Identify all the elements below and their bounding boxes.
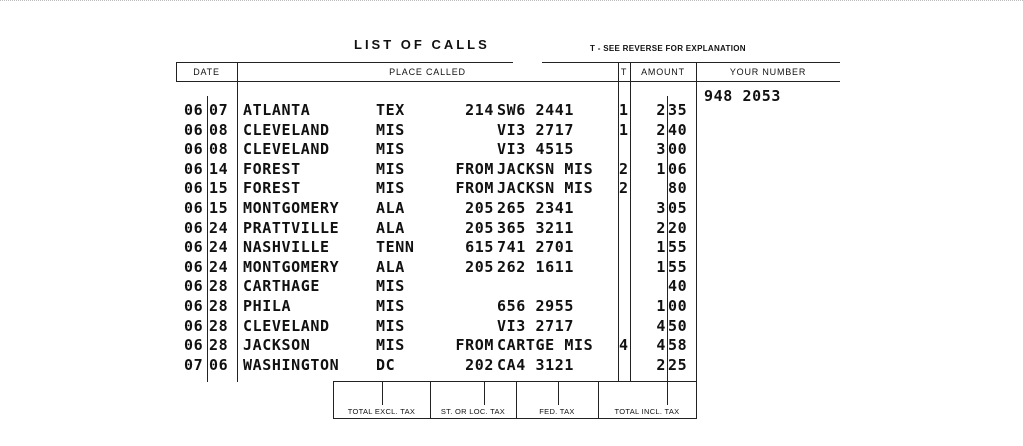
call-state: DC <box>376 355 396 374</box>
call-state: MIS <box>376 120 405 139</box>
call-mm: 06 <box>184 140 204 159</box>
page-title: LIST OF CALLS <box>354 37 490 52</box>
call-cents: 55 <box>668 257 688 276</box>
call-number: 262 1611 <box>497 257 575 276</box>
call-t: 1 <box>619 120 629 139</box>
call-area: 615 <box>465 238 494 257</box>
call-dd: 08 <box>209 120 229 139</box>
call-dd: 28 <box>209 316 229 335</box>
call-mm: 06 <box>184 101 204 119</box>
perforation-line <box>0 0 1023 1</box>
call-mm: 06 <box>184 257 204 276</box>
call-state: MIS <box>376 179 405 198</box>
footer-fed-tax: FED. TAX <box>539 407 575 416</box>
rule-footer-right <box>696 381 697 419</box>
rule-amount-yournumber <box>696 62 697 382</box>
call-city: MONTGOMERY <box>243 199 340 217</box>
call-dollars: 2 <box>656 101 666 119</box>
call-city: CLEVELAND <box>243 120 330 139</box>
call-state: MIS <box>376 297 405 315</box>
call-number: VI3 2717 <box>497 120 575 139</box>
call-dd: 28 <box>209 277 229 296</box>
header-your-number: YOUR NUMBER <box>729 67 807 77</box>
call-dollars: 1 <box>656 238 666 257</box>
call-state: ALA <box>376 218 405 237</box>
call-area: 205 <box>465 218 494 237</box>
call-cents: 40 <box>668 277 688 296</box>
rule-top-right <box>542 62 840 63</box>
call-dd: 28 <box>209 297 229 315</box>
call-cents: 25 <box>668 355 688 374</box>
call-mm: 06 <box>184 316 204 335</box>
footer-total-excl-tax: TOTAL EXCL. TAX <box>347 407 416 416</box>
call-mm: 06 <box>184 238 204 257</box>
call-state: MIS <box>376 277 405 296</box>
call-state: ALA <box>376 199 405 217</box>
call-number: 656 2955 <box>497 297 575 315</box>
call-state: TENN <box>376 238 415 257</box>
call-mm: 06 <box>184 120 204 139</box>
rule-footer-tick-2 <box>484 381 485 405</box>
call-mm: 06 <box>184 336 204 355</box>
call-city: CARTHAGE <box>243 277 321 296</box>
call-city: CLEVELAND <box>243 140 330 159</box>
call-cents: 58 <box>668 336 688 355</box>
call-t: 4 <box>619 336 629 355</box>
call-dd: 24 <box>209 257 229 276</box>
call-cents: 35 <box>668 101 688 119</box>
call-number: 365 3211 <box>497 218 575 237</box>
call-city: PRATTVILLE <box>243 218 340 237</box>
header-date: DATE <box>193 67 220 77</box>
call-dollars: 1 <box>656 159 666 178</box>
call-number: VI3 4515 <box>497 140 575 159</box>
call-mm: 07 <box>184 355 204 374</box>
call-mm: 06 <box>184 199 204 217</box>
call-state: MIS <box>376 159 405 178</box>
call-t: 2 <box>619 159 629 178</box>
rule-rows-bottom <box>333 381 696 382</box>
call-city: JACKSON <box>243 336 311 355</box>
header-place-called: PLACE CALLED <box>389 67 466 77</box>
call-state: MIS <box>376 140 405 159</box>
call-city: MONTGOMERY <box>243 257 340 276</box>
call-state: MIS <box>376 316 405 335</box>
call-city: FOREST <box>243 179 301 198</box>
call-dd: 28 <box>209 336 229 355</box>
call-area: FROM <box>455 159 494 178</box>
rule-t-amount <box>630 62 631 382</box>
call-number: JACKSN MIS <box>497 159 594 178</box>
call-mm: 06 <box>184 297 204 315</box>
call-area: FROM <box>455 336 494 355</box>
call-number: CARTGE MIS <box>497 336 594 355</box>
call-dd: 24 <box>209 218 229 237</box>
call-dd: 15 <box>209 199 229 217</box>
call-dollars: 3 <box>656 140 666 159</box>
call-area: 202 <box>465 355 494 374</box>
call-state: ALA <box>376 257 405 276</box>
call-dollars: 2 <box>656 120 666 139</box>
call-dollars: 1 <box>656 257 666 276</box>
call-city: PHILA <box>243 297 292 315</box>
call-cents: 00 <box>668 140 688 159</box>
call-dd: 14 <box>209 159 229 178</box>
rule-top-left <box>176 62 513 63</box>
call-state: MIS <box>376 336 405 355</box>
call-area: 214 <box>465 101 494 119</box>
call-dd: 15 <box>209 179 229 198</box>
explanation-note: T - SEE REVERSE FOR EXPLANATION <box>590 44 746 53</box>
call-cents: 80 <box>668 179 688 198</box>
header-amount: AMOUNT <box>641 67 685 77</box>
call-area: 205 <box>465 199 494 217</box>
call-number: 265 2341 <box>497 199 575 217</box>
header-t: T <box>620 67 628 77</box>
rule-footer-tick-4 <box>667 381 668 405</box>
call-dollars: 3 <box>656 199 666 217</box>
call-cents: 50 <box>668 316 688 335</box>
call-dd: 08 <box>209 140 229 159</box>
footer-st-loc-tax: ST. OR LOC. TAX <box>440 407 506 416</box>
call-area: 205 <box>465 257 494 276</box>
rule-header-bottom <box>176 81 840 82</box>
call-dollars: 4 <box>656 316 666 335</box>
call-number: CA4 3121 <box>497 355 575 374</box>
call-mm: 06 <box>184 179 204 198</box>
call-city: CLEVELAND <box>243 316 330 335</box>
call-cents: 20 <box>668 218 688 237</box>
call-dd: 07 <box>209 101 229 119</box>
call-city: WASHINGTON <box>243 355 340 374</box>
call-cents: 40 <box>668 120 688 139</box>
call-cents: 06 <box>668 159 688 178</box>
call-number: SW6 2441 <box>497 101 575 119</box>
call-t: 2 <box>619 179 629 198</box>
call-cents: 05 <box>668 199 688 217</box>
call-dd: 06 <box>209 355 229 374</box>
call-dd: 24 <box>209 238 229 257</box>
call-mm: 06 <box>184 159 204 178</box>
call-number: JACKSN MIS <box>497 179 594 198</box>
rule-footer-tick-3 <box>558 381 559 405</box>
rule-footer-bottom <box>333 418 696 419</box>
call-dollars: 2 <box>656 218 666 237</box>
call-dollars: 2 <box>656 355 666 374</box>
call-state: TEX <box>376 101 405 119</box>
call-city: FOREST <box>243 159 301 178</box>
your-number-value: 948 2053 <box>704 87 782 105</box>
call-dollars: 4 <box>656 336 666 355</box>
call-number: VI3 2717 <box>497 316 575 335</box>
call-city: ATLANTA <box>243 101 311 119</box>
call-t: 1 <box>619 101 629 119</box>
call-dollars: 1 <box>656 297 666 315</box>
call-cents: 00 <box>668 297 688 315</box>
call-city: NASHVILLE <box>243 238 330 257</box>
call-number: 741 2701 <box>497 238 575 257</box>
call-cents: 55 <box>668 238 688 257</box>
call-area: FROM <box>455 179 494 198</box>
call-mm: 06 <box>184 218 204 237</box>
footer-total-incl-tax: TOTAL INCL. TAX <box>614 407 680 416</box>
rule-footer-tick-1 <box>382 381 383 405</box>
rule-date-place <box>237 62 238 382</box>
call-mm: 06 <box>184 277 204 296</box>
